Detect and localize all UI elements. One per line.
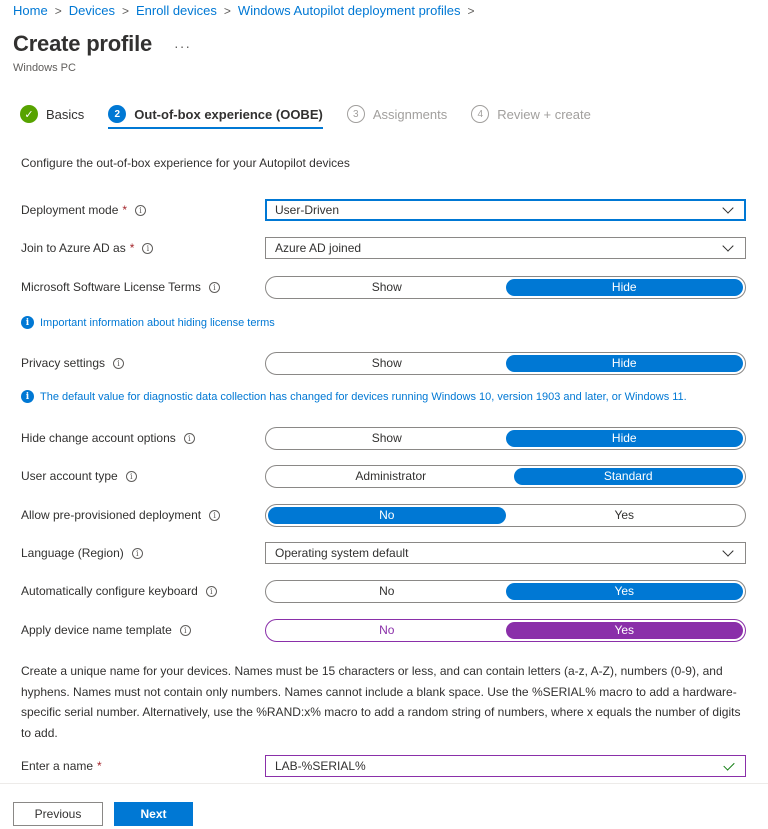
device-name-template-label [21, 623, 265, 637]
user-account-type-row [21, 465, 746, 487]
user-account-type-toggle[interactable] [265, 465, 746, 488]
label-text: Automatically configure keyboard [21, 584, 198, 598]
tab-label: Assignments [372, 106, 448, 122]
breadcrumb-devices[interactable]: Devices [68, 3, 115, 18]
step-number-icon: 4 [471, 105, 489, 123]
info-icon[interactable]: i [184, 433, 195, 444]
pre-provisioned-label [21, 508, 265, 522]
join-azure-dropdown[interactable] [265, 237, 746, 259]
tab-oobe[interactable] [108, 103, 323, 129]
info-icon[interactable]: i [142, 243, 153, 254]
breadcrumb-autopilot-profiles[interactable]: Windows Autopilot deployment profiles [237, 3, 461, 18]
label-text: Privacy settings [21, 356, 106, 370]
previous-button[interactable]: Previous [13, 802, 103, 826]
dropdown-value: Operating system default [275, 546, 409, 560]
step-number-icon: 3 [347, 105, 365, 123]
checkmark-icon: ✓ [20, 105, 38, 123]
privacy-notice-text: The default value for diagnostic data collection has changed for devices running Windows 10, version 1903 and later, or Windows 11. [40, 390, 687, 403]
privacy-notice [21, 390, 687, 403]
toggle-option-show[interactable]: Show [371, 431, 402, 445]
label-text: Deployment mode [21, 203, 119, 217]
deployment-mode-row [21, 199, 746, 221]
info-icon[interactable]: i [209, 282, 220, 293]
language-dropdown[interactable] [265, 542, 746, 564]
auto-keyboard-toggle[interactable] [265, 580, 746, 603]
info-icon[interactable]: i [209, 510, 220, 521]
privacy-row [21, 352, 746, 374]
breadcrumb [13, 3, 482, 18]
toggle-option-yes[interactable]: Yes [506, 583, 744, 600]
join-azure-row [21, 237, 746, 259]
tab-label: Basics [46, 106, 85, 122]
toggle-option-administrator[interactable]: Administrator [355, 469, 427, 483]
label-text: Language (Region) [21, 546, 124, 560]
language-row [21, 542, 746, 564]
required-marker: * [97, 759, 102, 773]
required-marker: * [129, 241, 135, 255]
info-icon[interactable]: i [126, 471, 137, 482]
info-icon[interactable]: i [132, 548, 143, 559]
tab-label: Out-of-box experience (OOBE) [134, 106, 323, 122]
step-number-icon: 2 [108, 105, 126, 123]
required-marker: * [122, 203, 128, 217]
language-label [21, 546, 265, 560]
label-text: Microsoft Software License Terms [21, 280, 201, 294]
label-text: Apply device name template [21, 623, 172, 637]
breadcrumb-enroll-devices[interactable]: Enroll devices [135, 3, 217, 18]
input-value: LAB-%SERIAL% [275, 759, 366, 773]
label-text: Join to Azure AD as [21, 241, 126, 255]
enter-name-row [21, 755, 746, 777]
wizard-tabs [20, 103, 615, 131]
next-button[interactable]: Next [114, 802, 193, 826]
deployment-mode-dropdown[interactable] [265, 199, 746, 221]
auto-keyboard-label [21, 584, 265, 598]
label-text: User account type [21, 469, 118, 483]
user-account-type-label [21, 469, 265, 483]
toggle-option-no[interactable]: No [268, 507, 506, 524]
privacy-label [21, 356, 265, 370]
dropdown-value: Azure AD joined [275, 241, 362, 255]
license-terms-row [21, 276, 746, 298]
device-name-template-toggle[interactable] [265, 619, 746, 642]
toggle-option-standard[interactable]: Standard [514, 468, 743, 485]
check-icon [723, 759, 734, 770]
tab-basics[interactable] [20, 103, 84, 125]
pre-provisioned-toggle[interactable] [265, 504, 746, 527]
pre-provisioned-row [21, 504, 746, 526]
license-notice-link[interactable]: Important information about hiding license terms [40, 316, 275, 329]
name-description: Create a unique name for your devices. Names must be 15 characters or less, and can contain letters (a-z, A-Z), numbers (0-9), and hyphens. Names must not contain only numbers. Names cannot include a blank space. Use the %SERIAL% macro to add a hardware-specific serial number. Alternatively, use the %RAND:x% macro to add a random string of numbers, where x equals the number of digits to add. [21, 664, 741, 740]
dropdown-value: User-Driven [275, 203, 340, 217]
toggle-option-no[interactable]: No [379, 584, 395, 598]
info-icon[interactable]: i [180, 625, 191, 636]
privacy-toggle[interactable] [265, 352, 746, 375]
page-title: Create profile [13, 31, 153, 56]
chevron-right-icon: > [467, 4, 475, 18]
label-text: Enter a name [21, 759, 94, 773]
intro-text: Configure the out-of-box experience for your Autopilot devices [21, 156, 350, 170]
auto-keyboard-row [21, 580, 746, 602]
more-options-icon[interactable]: ··· [174, 38, 192, 54]
toggle-option-show[interactable]: Show [371, 356, 402, 370]
toggle-option-yes[interactable]: Yes [614, 508, 635, 522]
toggle-option-yes[interactable]: Yes [506, 622, 744, 639]
title-row [13, 31, 191, 57]
hide-change-account-toggle[interactable] [265, 427, 746, 450]
hide-change-account-row [21, 427, 746, 449]
toggle-option-hide[interactable]: Hide [506, 355, 744, 372]
info-filled-icon: i [21, 390, 34, 403]
enter-name-input[interactable] [265, 755, 746, 777]
info-filled-icon: i [21, 316, 34, 329]
toggle-option-no[interactable]: No [379, 623, 395, 637]
chevron-down-icon [722, 545, 733, 556]
label-text: Allow pre-provisioned deployment [21, 508, 202, 522]
join-azure-label [21, 241, 265, 255]
label-text: Hide change account options [21, 431, 176, 445]
toggle-option-show[interactable]: Show [371, 280, 402, 294]
info-icon[interactable]: i [113, 358, 124, 369]
chevron-right-icon: > [223, 4, 231, 18]
chevron-down-icon [722, 202, 733, 213]
device-name-template-row [21, 619, 746, 641]
license-terms-label [21, 280, 265, 294]
chevron-down-icon [722, 240, 733, 251]
chevron-right-icon: > [121, 4, 129, 18]
page-subtitle: Windows PC [13, 62, 76, 74]
info-icon[interactable]: i [135, 205, 146, 216]
breadcrumb-home[interactable]: Home [13, 3, 48, 18]
hide-change-account-label [21, 431, 265, 445]
deployment-mode-label [21, 203, 265, 217]
chevron-right-icon: > [54, 4, 62, 18]
enter-name-label [21, 759, 265, 773]
info-icon[interactable]: i [206, 586, 217, 597]
tab-review-create[interactable] [471, 103, 591, 125]
toggle-option-hide[interactable]: Hide [506, 279, 744, 296]
license-notice[interactable] [21, 316, 275, 329]
tab-label: Review + create [497, 106, 591, 122]
footer-divider [0, 783, 768, 784]
tab-assignments[interactable] [347, 103, 447, 125]
license-terms-toggle[interactable] [265, 276, 746, 299]
toggle-option-hide[interactable]: Hide [506, 430, 744, 447]
